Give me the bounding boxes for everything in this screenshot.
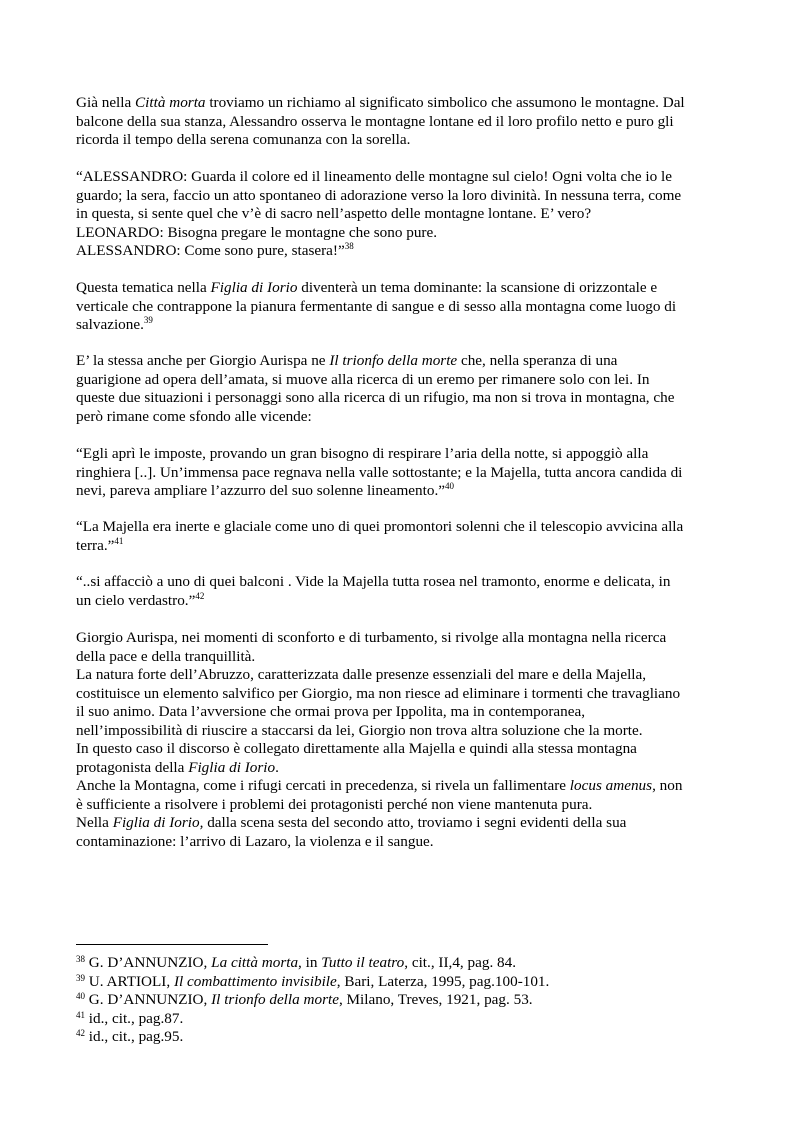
text-run: protagonista della xyxy=(76,758,189,776)
text-line xyxy=(76,131,721,150)
text-run: ALESSANDRO: Come sono pure, stasera!” xyxy=(76,242,345,259)
footnote-text: id., cit., pag.95. xyxy=(85,1028,184,1045)
text-line xyxy=(76,113,721,132)
footnote-text: G. D’ANNUNZIO, xyxy=(85,954,212,971)
text-run: troviamo un richiamo al significato simbolico che assumono le montagne. Dal xyxy=(205,94,685,111)
text-run: , non xyxy=(652,777,683,794)
text-run: “ALESSANDRO: Guarda il colore ed il lineamento delle montagne sul cielo! Ogni volta che io le xyxy=(76,168,672,185)
text-line xyxy=(76,740,721,759)
text-line xyxy=(76,796,721,815)
text-run: “Egli aprì le imposte, provando un gran bisogno di respirare l’aria della notte, si appoggiò alla xyxy=(76,445,649,462)
text-run: verticale che contrappone la pianura fermentante di sangue e di sesso alla montagna come luogo di xyxy=(76,297,677,315)
footnote-text: id., cit., pag.87. xyxy=(85,1009,184,1027)
text-run: “La Majella era inerte e glaciale come uno di quei promontori solenni che il telescopio avvicina alla xyxy=(76,518,684,535)
text-line xyxy=(76,814,721,833)
italic-title: La città morta xyxy=(211,954,299,971)
text-line xyxy=(76,629,721,648)
footnote-ref: 38 xyxy=(76,954,85,964)
text-run: contaminazione: l’arrivo di Lazaro, la violenza e il sangue. xyxy=(76,832,434,850)
text-line xyxy=(76,573,721,592)
text-line xyxy=(76,224,721,243)
text-run: In questo caso il discorso è collegato direttamente alla Majella e quindi alla stessa montagna xyxy=(76,740,637,757)
text-run: un cielo verdastro.” xyxy=(76,591,196,609)
text-line xyxy=(76,518,721,537)
text-line xyxy=(76,371,721,390)
text-run: Nella xyxy=(76,814,113,831)
text-run: ricorda il tempo della serena comunanza con la sorella. xyxy=(76,131,411,148)
text-run: “..si affacciò a uno di quei balconi . Vide la Majella tutta rosea nel tramonto, enorme e delicata, in xyxy=(76,573,671,590)
text-run: guardo; la sera, faccio un atto spontaneo di adorazione verso la loro divinità. In nessuna terra, come xyxy=(76,186,682,204)
quote-imposte xyxy=(76,445,721,501)
text-run: queste due situazioni i personaggi sono alla ricerca di un rifugio, ma non si trova in montagna, che xyxy=(76,389,675,406)
footnote-ref: 38 xyxy=(344,241,354,251)
footnote-separator xyxy=(76,944,268,945)
text-run: terra.” xyxy=(76,536,115,554)
text-line xyxy=(76,833,721,852)
text-run: diventerà un tema dominante: la scansione di orizzontale e xyxy=(297,279,658,296)
text-run: Anche la Montagna, come i rifugi cercati in precedenza, si rivela un fallimentare xyxy=(76,777,570,794)
footnote-text: G. D’ANNUNZIO, xyxy=(85,991,212,1008)
footnote-ref: 39 xyxy=(76,972,85,983)
text-run: nell’impossibilità di riuscire a staccarsi da lei, Giorgio non trova altra soluzione che la morte. xyxy=(76,721,643,739)
italic-title: Figlia di Iorio, xyxy=(112,814,204,831)
text-line xyxy=(76,389,721,408)
italic-title: Figlia di Iorio xyxy=(188,758,276,776)
text-line xyxy=(76,445,721,464)
footnote xyxy=(76,973,721,992)
quote-majella-inerte xyxy=(76,518,721,555)
text-run: che, nella speranza di una xyxy=(457,352,618,369)
italic-title: Il combattimento invisibile xyxy=(173,972,337,990)
footnote xyxy=(76,1010,721,1029)
text-line xyxy=(76,759,721,778)
footnote-ref: 40 xyxy=(76,991,85,1001)
text-line xyxy=(76,464,721,483)
text-line xyxy=(76,352,721,371)
text-line xyxy=(76,279,721,298)
footnote xyxy=(76,991,721,1010)
paragraph-citta-morta xyxy=(76,94,721,150)
text-line xyxy=(76,205,721,224)
text-line xyxy=(76,187,721,206)
quote-alessandro-dialogue xyxy=(76,168,721,261)
text-line xyxy=(76,242,721,261)
text-line xyxy=(76,168,721,187)
text-run: costituisce un elemento salvifico per Giorgio, ma non riesce ad eliminare i tormenti che travagliano xyxy=(76,684,681,702)
text-run: guarigione ad opera dell’amata, si muove alla ricerca di un eremo per rimanere solo con lei. In xyxy=(76,370,650,388)
text-line xyxy=(76,482,721,501)
footnote-text: , in xyxy=(298,954,322,971)
text-run: . xyxy=(275,758,279,776)
italic-title: Il trionfo della morte xyxy=(329,352,458,369)
text-line xyxy=(76,703,721,722)
text-line xyxy=(76,685,721,704)
text-line xyxy=(76,316,721,335)
text-line xyxy=(76,298,721,317)
footnote-ref: 42 xyxy=(76,1028,85,1038)
text-line xyxy=(76,408,721,427)
text-run: Questa tematica nella xyxy=(76,279,211,296)
text-run: nevi, pareva ampliare l’azzurro del suo solenne lineamento.” xyxy=(76,482,445,499)
text-line xyxy=(76,537,721,556)
footnote-ref: 40 xyxy=(444,481,454,491)
text-run: Giorgio Aurispa, nei momenti di sconforto e di turbamento, si rivolge alla montagna nella ricerca xyxy=(76,629,667,646)
footnote-ref: 41 xyxy=(76,1009,85,1020)
footnote xyxy=(76,1028,721,1047)
text-run: salvazione. xyxy=(76,316,144,333)
italic-title: Tutto il teatro xyxy=(321,954,405,971)
italic-title: Figlia di Iorio xyxy=(210,279,298,296)
text-run: è sufficiente a risolvere i problemi dei protagonisti perché non viene mantenuta pura. xyxy=(76,795,593,813)
text-line xyxy=(76,777,721,796)
text-line xyxy=(76,722,721,741)
text-run: in questa, si sente quel che v’è di sacro nell’aspetto delle montagne lontane. E’ vero? xyxy=(76,205,592,222)
paragraph-giorgio-aurispa xyxy=(76,629,721,851)
text-line xyxy=(76,592,721,611)
footnote-ref: 42 xyxy=(195,590,205,601)
footnote-text: , Milano, Treves, 1921, pag. 53. xyxy=(338,991,533,1008)
italic-title: locus amenus xyxy=(569,777,653,794)
text-run: dalla scena sesta del secondo atto, troviamo i segni evidenti della sua xyxy=(203,814,627,831)
text-run: LEONARDO: Bisogna pregare le montagne che sono pure. xyxy=(76,223,438,241)
text-run: il suo animo. Data l’avversione che ormai prova per Ippolita, ma in contemporanea, xyxy=(76,703,586,720)
text-line xyxy=(76,648,721,667)
footnote-text: U. ARTIOLI, xyxy=(85,972,174,990)
text-run: della pace e della tranquillità. xyxy=(76,647,256,665)
paragraph-figlia-di-iorio xyxy=(76,279,721,335)
footnotes xyxy=(76,954,721,1047)
text-run: ringhiera [..]. Un’immensa pace regnava nella valle sottostante; e la Majella, tutta ancora candida di xyxy=(76,463,683,481)
text-run: Già nella xyxy=(76,94,136,111)
footnote-text: , cit., II,4, pag. 84. xyxy=(404,954,517,971)
text-run: La natura forte dell’Abruzzo, caratterizzata dalle presenze essenziali del mare e della Majella, xyxy=(76,666,647,683)
italic-title: Città morta xyxy=(135,94,206,111)
footnote-text: , Bari, Laterza, 1995, pag.100-101. xyxy=(336,972,550,990)
text-line xyxy=(76,94,721,113)
footnote xyxy=(76,954,721,973)
quote-balconi xyxy=(76,573,721,610)
italic-title: Il trionfo della morte xyxy=(211,991,339,1008)
text-line xyxy=(76,666,721,685)
text-run: però rimane come sfondo alle vicende: xyxy=(76,407,312,425)
text-run: balcone della sua stanza, Alessandro osserva le montagne lontane ed il loro profilo netto e puro gli xyxy=(76,112,674,130)
paragraph-trionfo-della-morte xyxy=(76,352,721,426)
footnote-ref: 41 xyxy=(114,535,124,546)
footnote-ref: 39 xyxy=(143,315,153,325)
text-run: E’ la stessa anche per Giorgio Aurispa ne xyxy=(76,352,330,369)
